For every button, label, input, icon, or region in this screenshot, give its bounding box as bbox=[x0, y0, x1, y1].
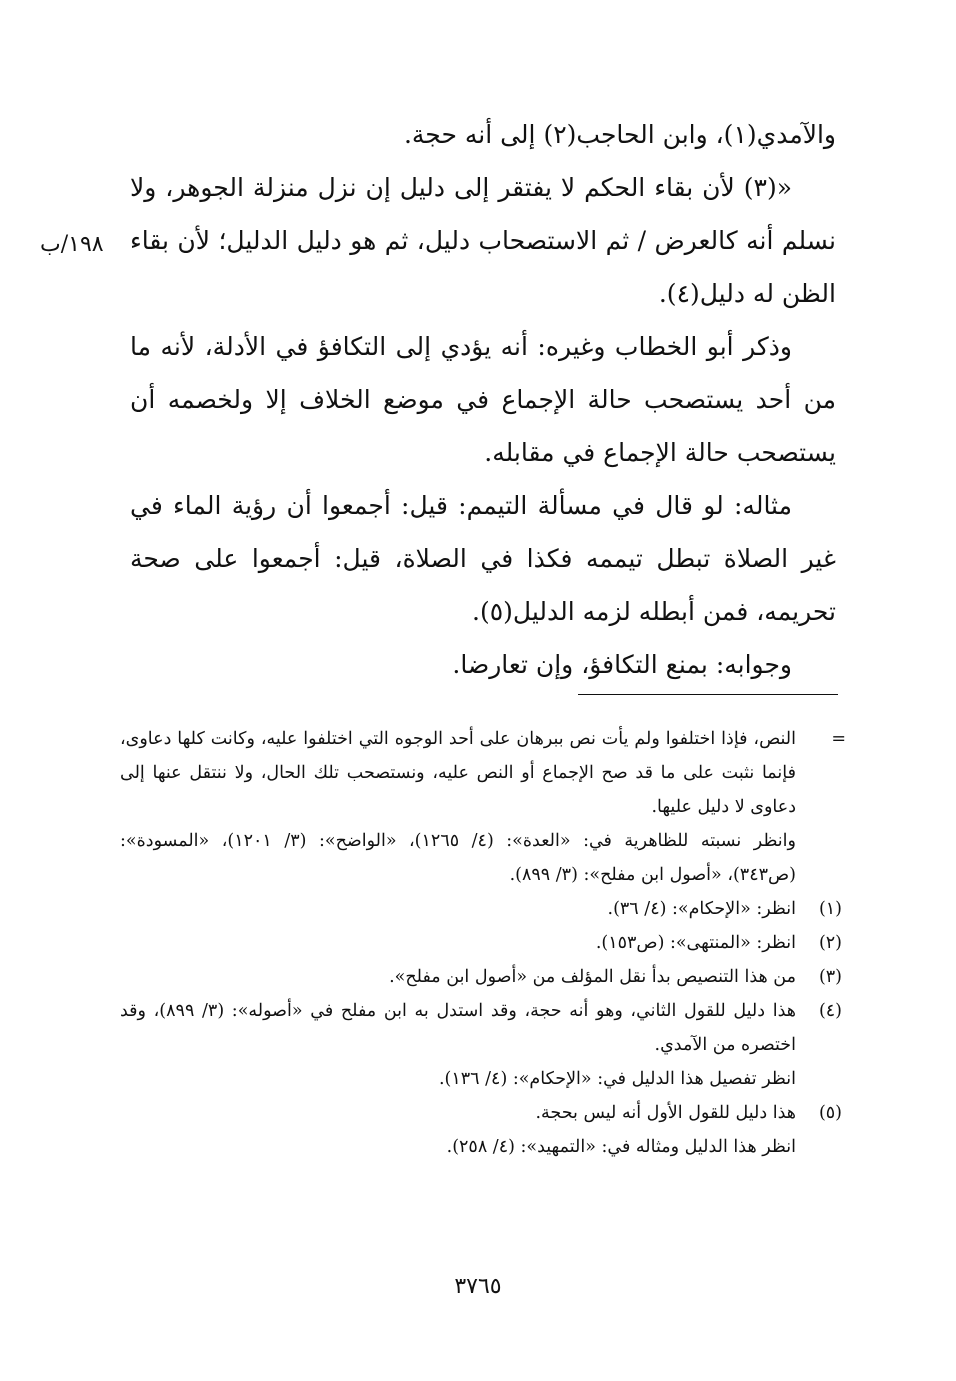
paragraph-2: «(٣) لأن بقاء الحكم لا يفتقر إلى دليل إن نزل منزلة الجوهر، ولا نسلم أنه كالعرض / ثم الاستصحاب دليل، ثم هو دليل الدليل؛ لأن بقاء الظن له دليل(٤). bbox=[130, 173, 836, 308]
footnote-text: هذا دليل للقول الأول أنه ليس بحجة. bbox=[535, 1103, 796, 1123]
footnote-number: (٢) bbox=[818, 933, 842, 953]
footnote-item bbox=[120, 994, 842, 1096]
footnote-text: من هذا التنصيص بدأ نقل المؤلف من «أصول ابن مفلح». bbox=[389, 967, 796, 987]
footnote-number: (٤) bbox=[818, 1001, 842, 1021]
paragraph-3: وذكر أبو الخطاب وغيره: أنه يؤدي إلى التكافؤ في الأدلة، لأنه ما من أحد يستصحب حالة الإجماع في موضع الخلاف إلا ولخصمه أن يستصحب حالة الإجماع في مقابله. bbox=[130, 332, 836, 467]
footnote-item bbox=[120, 1096, 842, 1164]
footnote-number: (١) bbox=[818, 899, 842, 919]
paragraph-1: والآمدي(١)، وابن الحاجب(٢) إلى أنه حجة. bbox=[403, 120, 836, 149]
footnote-item bbox=[120, 960, 842, 994]
continuation-paragraph-1: النص، فإذا اختلفوا ولم يأت نص ببرهان على أحد الوجوه التي اختلفوا عليه، وكانت كلها دعاوى، فإنما نثبت على ما قد صح الإجماع أو النص عليه، ونستصحب تلك الحال، ولا ننتقل عنها إلى دعاوى لا دليل عليها. bbox=[120, 729, 796, 817]
paragraph-4: مثاله: لو قال في مسألة التيمم: قيل: أجمعوا أن رؤية الماء في غير الصلاة تبطل تيممه فكذا في الصلاة، قيل: أجمعوا على صحة تحريمه، فمن أبطله لزمه الدليل(٥). bbox=[130, 491, 836, 626]
main-text bbox=[130, 108, 836, 691]
paragraph-5: وجوابه: بمنع التكافؤ، وإن تعارضا. bbox=[452, 650, 792, 679]
footnote-text: انظر: «المنتهى»: (ص١٥٣). bbox=[595, 933, 796, 953]
footnote-item bbox=[120, 926, 842, 960]
footnote-separator bbox=[578, 694, 838, 695]
footnote-subtext: انظر تفصيل هذا الدليل في: «الإحكام»: (٤/ ١٣٦). bbox=[438, 1069, 796, 1089]
footnote-text: انظر: «الإحكام»: (٤/ ٣٦). bbox=[607, 899, 796, 919]
page-number: ٣٧٦٥ bbox=[454, 1274, 502, 1299]
footnotes bbox=[120, 722, 846, 1164]
manuscript-folio-marker: ١٩٨/ب bbox=[40, 232, 104, 257]
footnote-number: (٥) bbox=[818, 1103, 842, 1123]
footnote-text: هذا دليل للقول الثاني، وهو أنه حجة، وقد استدل به ابن مفلح في «أصوله»: (٣/ ٨٩٩)، وقد اختصره من الآمدي. bbox=[120, 1001, 796, 1055]
footnote-item bbox=[120, 892, 842, 926]
continuation-mark: = bbox=[831, 729, 846, 749]
footnote-continuation bbox=[120, 722, 846, 892]
footnote-subtext: انظر هذا الدليل ومثاله في: «التمهيد»: (٤/ ٢٥٨). bbox=[446, 1137, 796, 1157]
continuation-paragraph-2: وانظر نسبته للظاهرية في: «العدة»: (٤/ ١٢٦٥)، «الواضح»: (٣/ ١٢٠١)، «المسودة»: (ص٣٤٣)، «أصول ابن مفلح»: (٣/ ٨٩٩). bbox=[120, 831, 796, 885]
footnote-number: (٣) bbox=[818, 967, 842, 987]
